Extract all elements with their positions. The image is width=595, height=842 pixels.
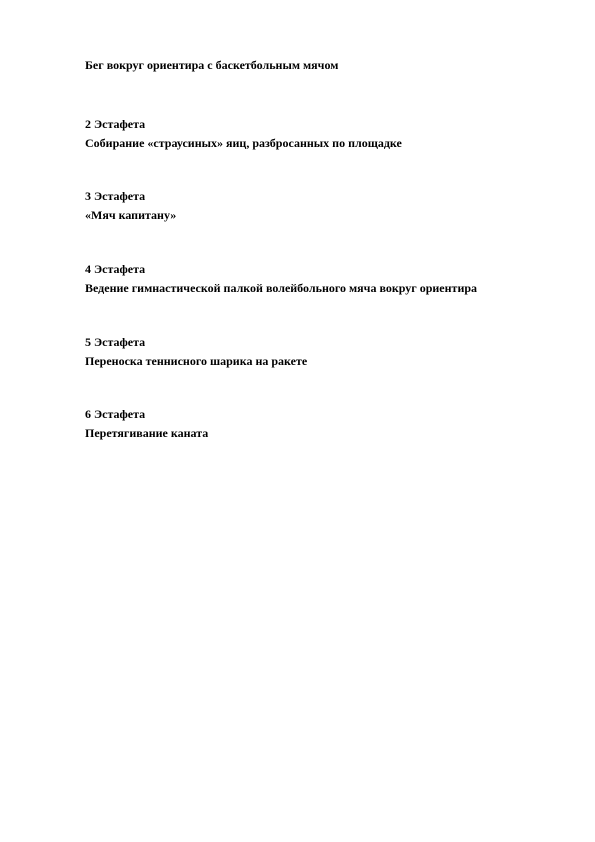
relay-description: Ведение гимнастической палкой волейбольного мяча вокруг ориентира: [85, 281, 478, 295]
intro-line: Бег вокруг ориентира с баскетбольным мячом: [85, 58, 339, 72]
relay-block-4: [85, 260, 477, 298]
relay-block-2: [85, 115, 402, 153]
relay-block-5: [85, 333, 307, 371]
relay-description: Переноска теннисного шарика на ракете: [85, 354, 308, 368]
relay-heading: 6 Эстафета: [85, 407, 146, 421]
relay-description: Собирание «страусиных» яиц, разбросанных по площадке: [85, 136, 402, 150]
relay-heading: 3 Эстафета: [85, 189, 146, 203]
relay-block-6: [85, 405, 208, 443]
relay-description: Перетягивание каната: [85, 426, 209, 440]
relay-heading: 2 Эстафета: [85, 117, 146, 131]
relay-heading: 4 Эстафета: [85, 262, 146, 276]
relay-block-3: [85, 187, 176, 225]
relay-heading: 5 Эстафета: [85, 335, 146, 349]
relay-description: «Мяч капитану»: [85, 208, 177, 222]
